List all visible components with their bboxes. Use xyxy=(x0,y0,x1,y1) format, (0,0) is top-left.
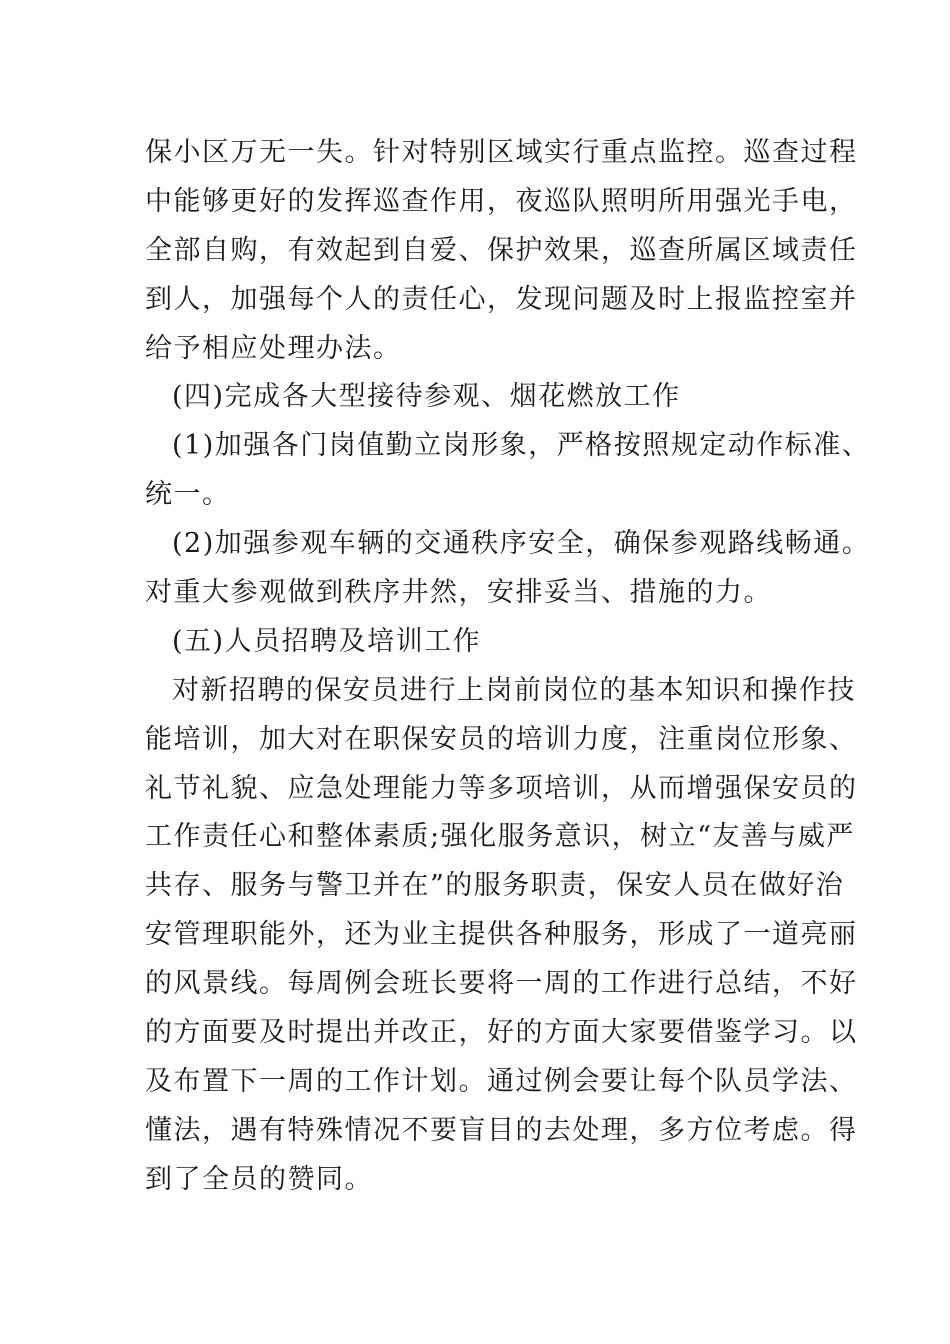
list-item-line: (1)加强各门岗值勤立岗形象，严格按照规定动作标准、 xyxy=(172,430,871,462)
text-line: 到人，加强每个人的责任心，发现问题及时上报监控室并 xyxy=(145,283,858,315)
text-line: 能培训，加大对在职保安员的培训力度，注重岗位形象、 xyxy=(145,723,858,755)
text-line: 保小区万无一失。针对特别区域实行重点监控。巡查过程 xyxy=(145,137,858,168)
text-line: 懂法，遇有特殊情况不要盲目的去处理，多方位考虑。得 xyxy=(145,1114,858,1146)
text-line: 到了全员的赞同。 xyxy=(145,1163,373,1195)
text-line: 全部自购，有效起到自爱、保护效果，巡查所属区域责任 xyxy=(145,234,858,266)
text-line: 共存、服务与警卫并在”的服务职责，保安人员在做好治 xyxy=(145,870,845,902)
text-line: 给予相应处理办法。 xyxy=(145,332,402,364)
document-body xyxy=(145,129,871,1205)
text-line: 的风景线。每周例会班长要将一周的工作进行总结，不好 xyxy=(145,968,858,1000)
paragraph-first-line: 对新招聘的保安员进行上岗前岗位的基本知识和操作技 xyxy=(172,674,856,706)
text-line: 安管理职能外，还为业主提供各种服务，形成了一道亮丽 xyxy=(145,919,858,951)
text-line: 工作责任心和整体素质;强化服务意识，树立“友善与威严 xyxy=(145,821,855,853)
text-line: 中能够更好的发挥巡查作用，夜巡队照明所用强光手电， xyxy=(145,185,858,217)
list-item-line: (2)加强参观车辆的交通秩序安全，确保参观路线畅通。 xyxy=(172,528,871,560)
text-line: 对重大参观做到秩序井然，安排妥当、措施的力。 xyxy=(145,577,772,609)
text-line: 的方面要及时提出并改正，好的方面大家要借鉴学习。以 xyxy=(145,1017,858,1049)
section-heading: (五)人员招聘及培训工作 xyxy=(172,625,482,657)
text-line: 及布置下一周的工作计划。通过例会要让每个队员学法、 xyxy=(145,1065,858,1097)
text-line: 统一。 xyxy=(145,479,231,511)
section-heading: (四)完成各大型接待参观、烟花燃放工作 xyxy=(172,381,681,413)
text-line: 礼节礼貌、应急处理能力等多项培训，从而增强保安员的 xyxy=(145,772,858,804)
